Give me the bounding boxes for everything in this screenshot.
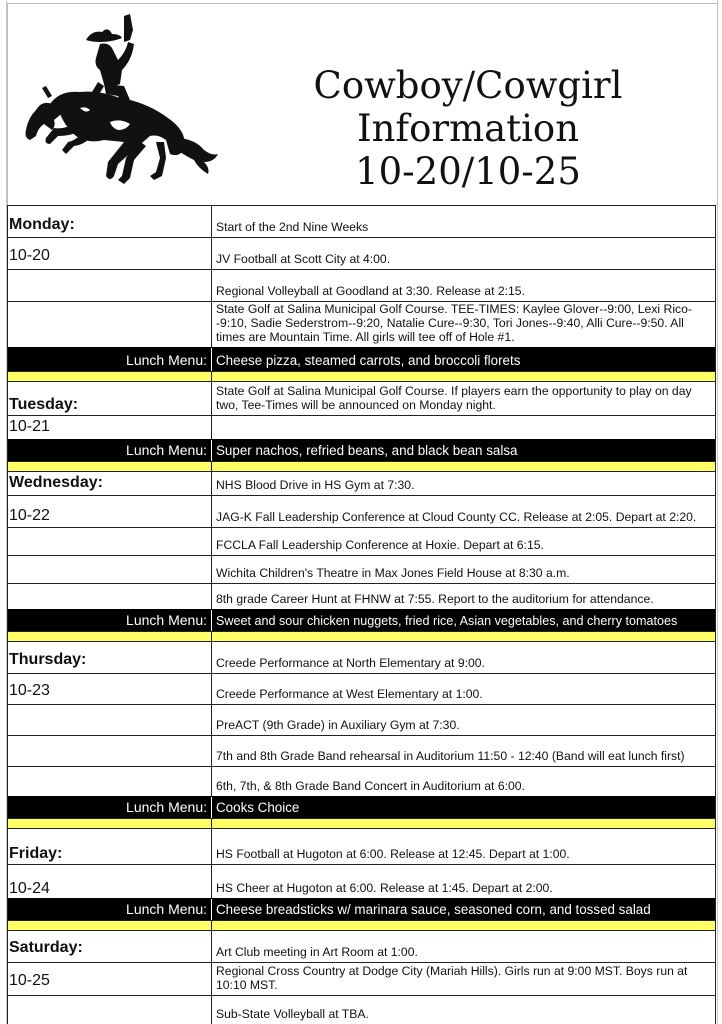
event-text: Wichita Children's Theatre in Max Jones Field House at 8:30 a.m. [216, 566, 570, 580]
event-text: 6th, 7th, & 8th Grade Band Concert in Auditorium at 6:00. [216, 779, 525, 793]
day-name: Monday: [9, 216, 75, 233]
table-row [7, 704, 716, 735]
separator-row [7, 371, 716, 381]
table-row [7, 205, 716, 237]
day-name: Tuesday: [9, 396, 79, 413]
day-date: 10-23 [9, 682, 50, 699]
event-text: 7th and 8th Grade Band rehearsal in Auditorium 11:50 - 12:40 (Band will eat lunch first) [216, 749, 685, 763]
event-text: JAG-K Fall Leadership Conference at Cloud County CC. Release at 2:05. Depart at 2:20. [216, 510, 697, 524]
table-row [7, 583, 716, 609]
day-date: 10-24 [9, 880, 50, 897]
table-row [7, 381, 716, 415]
page-title [238, 64, 698, 193]
title-line: 10-20/10-25 [355, 150, 581, 193]
separator-row [7, 461, 716, 471]
table-row [7, 495, 716, 527]
lunch-row [7, 347, 716, 371]
lunch-row [7, 439, 716, 461]
event-text: Art Club meeting in Art Room at 1:00. [216, 945, 418, 959]
lunch-menu: Super nachos, refried beans, and black bean salsa [216, 443, 518, 458]
bucking-bronco-cowboy-icon [20, 12, 220, 190]
event-text: Creede Performance at North Elementary at 9:00. [216, 656, 485, 670]
table-row [7, 766, 716, 796]
table-row [7, 930, 716, 962]
event-text: JV Football at Scott City at 4:00. [216, 252, 391, 266]
title-line: Information [356, 107, 580, 150]
title-line: Cowboy/Cowgirl [313, 64, 623, 107]
lunch-row [7, 898, 716, 920]
lunch-label: Lunch Menu: [126, 612, 207, 628]
table-row [7, 673, 716, 704]
lunch-menu: Cooks Choice [216, 800, 300, 815]
event-text: State Golf at Salina Municipal Golf Course. If players earn the opportunity to play on day two, Tee-Times will be announced on Monday night. [216, 384, 692, 412]
event-text: 8th grade Career Hunt at FHNW at 7:55. Report to the auditorium for attendance. [216, 592, 654, 606]
lunch-row [7, 796, 716, 818]
lunch-row [7, 609, 716, 631]
event-text: HS Cheer at Hugoton at 6:00. Release at 1:45. Depart at 2:00. [216, 881, 553, 895]
event-text: Creede Performance at West Elementary at 1:00. [216, 687, 483, 701]
day-date: 10-21 [9, 418, 50, 435]
header [7, 3, 718, 206]
table-row [7, 269, 716, 301]
day-date: 10-22 [9, 507, 50, 524]
lunch-menu: Cheese breadsticks w/ marinara sauce, seasoned corn, and tossed salad [216, 902, 651, 917]
lunch-menu: Cheese pizza, steamed carrots, and broccoli florets [216, 353, 521, 368]
day-name: Wednesday: [9, 474, 103, 491]
event-text: NHS Blood Drive in HS Gym at 7:30. [216, 478, 415, 492]
event-text: Start of the 2nd Nine Weeks [216, 220, 369, 234]
table-row [7, 237, 716, 269]
table-row [7, 995, 716, 1024]
lunch-label: Lunch Menu: [126, 352, 207, 368]
separator-row [7, 818, 716, 828]
lunch-label: Lunch Menu: [126, 442, 207, 458]
event-text: PreACT (9th Grade) in Auxiliary Gym at 7:30. [216, 718, 460, 732]
day-date: 10-20 [9, 247, 50, 264]
lunch-menu: Sweet and sour chicken nuggets, fried rice, Asian vegetables, and cherry tomatoes [216, 614, 678, 628]
day-name: Friday: [9, 845, 63, 862]
separator-row [7, 920, 716, 930]
table-row [7, 641, 716, 673]
table-row [7, 471, 716, 495]
table-row [7, 527, 716, 555]
day-date: 10-25 [9, 972, 50, 989]
table-row [7, 415, 716, 439]
event-text: HS Football at Hugoton at 6:00. Release at 12:45. Depart at 1:00. [216, 847, 570, 861]
separator-row [7, 631, 716, 641]
event-text: Regional Cross Country at Dodge City (Mariah Hills). Girls run at 9:00 MST. Boys run at 10:10 MST. [216, 964, 688, 992]
event-text: Regional Volleyball at Goodland at 3:30. Release at 2:15. [216, 284, 525, 298]
table-row [7, 735, 716, 766]
event-text: FCCLA Fall Leadership Conference at Hoxie. Depart at 6:15. [216, 538, 544, 552]
event-text: State Golf at Salina Municipal Golf Course. TEE-TIMES: Kaylee Glover--9:00, Lexi Rico--9:10, Sadie Sederstrom--9:20, Natalie Cure--9:30, Tori Jones--9:40, Alli Cure--9:50. All times are Mountain Time. All girls will tee off of Hole #1. [216, 302, 692, 344]
table-row [7, 864, 716, 898]
day-name: Thursday: [9, 651, 87, 668]
table-row [7, 828, 716, 864]
table-row [7, 555, 716, 583]
lunch-label: Lunch Menu: [126, 799, 207, 815]
table-row [7, 962, 716, 995]
event-text: Sub-State Volleyball at TBA. [216, 1007, 369, 1021]
lunch-label: Lunch Menu: [126, 901, 207, 917]
table-row [7, 301, 716, 347]
day-name: Saturday: [9, 939, 83, 956]
